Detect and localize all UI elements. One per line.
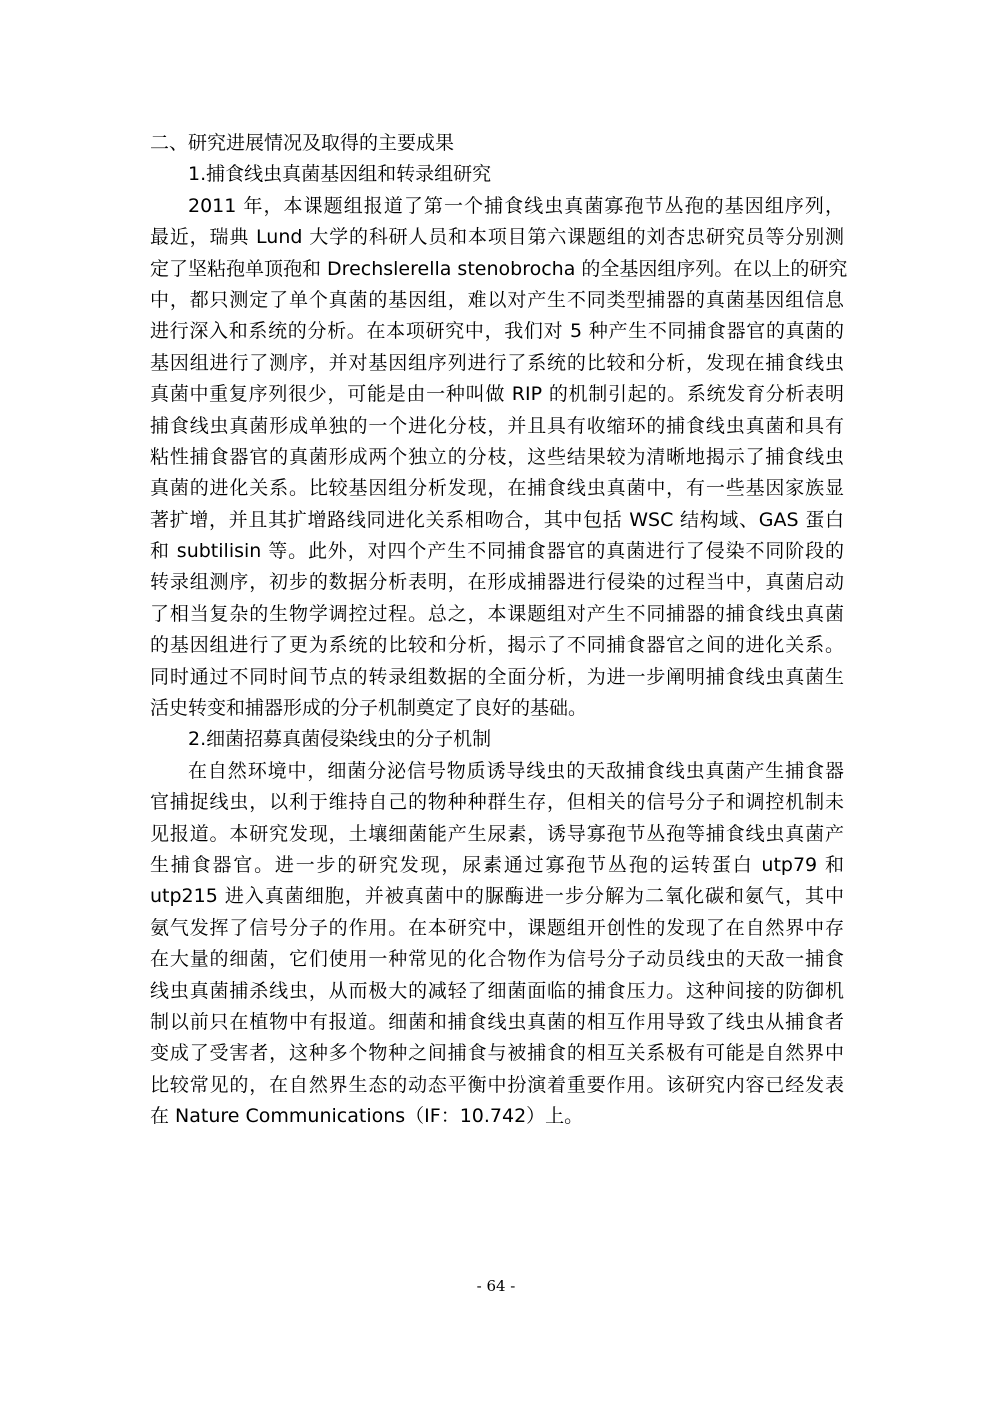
page-number: - 64 - xyxy=(476,1277,516,1295)
paragraph-line: 比较常见的，在自然界生态的动态平衡中扮演着重要作用。该研究内容已经发表 xyxy=(150,1073,844,1096)
document-body xyxy=(150,128,848,1133)
paragraph-line: 同时通过不同时间节点的转录组数据的全面分析，为进一步阐明捕食线虫真菌生 xyxy=(150,665,844,688)
subsection-heading-1: 1.捕食线虫真菌基因组和转录组研究 xyxy=(188,163,492,186)
paragraph-line: 基因组进行了测序，并对基因组序列进行了系统的比较和分析，发现在捕食线虫 xyxy=(150,351,844,374)
paragraph-line: 粘性捕食器官的真菌形成两个独立的分枝，这些结果较为清晰地揭示了捕食线虫 xyxy=(150,445,844,468)
paragraph-line: 生捕食器官。进一步的研究发现，尿素通过寡孢节丛孢的运转蛋白 utp79 和 xyxy=(150,853,844,876)
paragraph-line: 转录组测序，初步的数据分析表明，在形成捕器进行侵染的过程当中，真菌启动 xyxy=(150,571,844,594)
paragraph-line: 的基因组进行了更为系统的比较和分析，揭示了不同捕食器官之间的进化关系。 xyxy=(150,634,844,657)
subsection-heading-2: 2.细菌招募真菌侵染线虫的分子机制 xyxy=(188,728,492,751)
paragraph-line: 和 subtilisin 等。此外，对四个产生不同捕食器官的真菌进行了侵染不同阶段的 xyxy=(150,540,844,563)
paragraph-line: 在自然环境中，细菌分泌信号物质诱导线虫的天敌捕食线虫真菌产生捕食器 xyxy=(188,759,844,782)
paragraph-line: 制以前只在植物中有报道。细菌和捕食线虫真菌的相互作用导致了线虫从捕食者 xyxy=(150,1010,844,1033)
paragraph-line: 定了坚粘孢单顶孢和 Drechslerella stenobrocha 的全基因组序列。在以上的研究 xyxy=(150,257,848,280)
paragraph-line: 活史转变和捕器形成的分子机制奠定了良好的基础。 xyxy=(150,697,588,720)
paragraph-line: 真菌的进化关系。比较基因组分析发现，在捕食线虫真菌中，有一些基因家族显 xyxy=(150,477,844,500)
paragraph-line: 氨气发挥了信号分子的作用。在本研究中，课题组开创性的发现了在自然界中存 xyxy=(150,916,844,939)
paragraph-line: 著扩增，并且其扩增路线同进化关系相吻合，其中包括 WSC 结构域、GAS 蛋白 xyxy=(150,508,844,531)
paragraph-line: 官捕捉线虫，以利于维持自己的物种种群生存，但相关的信号分子和调控机制未 xyxy=(150,791,844,814)
paragraph-line: 线虫真菌捕杀线虫，从而极大的减轻了细菌面临的捕食压力。这种间接的防御机 xyxy=(150,979,844,1002)
paragraph-line: 变成了受害者，这种多个物种之间捕食与被捕食的相互关系极有可能是自然界中 xyxy=(150,1042,844,1065)
paragraph-line: 捕食线虫真菌形成单独的一个进化分枝，并且具有收缩环的捕食线虫真菌和具有 xyxy=(150,414,844,437)
paragraph-line: 见报道。本研究发现，土壤细菌能产生尿素，诱导寡孢节丛孢等捕食线虫真菌产 xyxy=(150,822,844,845)
paragraph-line: 进行深入和系统的分析。在本项研究中，我们对 5 种产生不同捕食器官的真菌的 xyxy=(150,320,844,343)
paragraph-line: 真菌中重复序列很少，可能是由一种叫做 RIP 的机制引起的。系统发育分析表明 xyxy=(150,383,844,406)
paragraph-line: 在 Nature Communications（IF：10.742）上。 xyxy=(150,1105,584,1128)
paragraph-line: 在大量的细菌，它们使用一种常见的化合物作为信号分子动员线虫的天敌一捕食 xyxy=(150,948,844,971)
paragraph-genome xyxy=(150,191,848,725)
section-title: 二、研究进展情况及取得的主要成果 xyxy=(150,132,455,154)
paragraph-line: 最近，瑞典 Lund 大学的科研人员和本项目第六课题组的刘杏忠研究员等分别测 xyxy=(150,226,844,249)
paragraph-line: 了相当复杂的生物学调控过程。总之，本课题组对产生不同捕器的捕食线虫真菌 xyxy=(150,602,844,625)
paragraph-bacteria xyxy=(150,756,844,1133)
paragraph-line: 2011 年，本课题组报道了第一个捕食线虫真菌寡孢节丛孢的基因组序列， xyxy=(188,194,844,217)
paragraph-line: utp215 进入真菌细胞，并被真菌中的脲酶进一步分解为二氧化碳和氨气，其中 xyxy=(150,885,844,908)
paragraph-line: 中，都只测定了单个真菌的基因组，难以对产生不同类型捕器的真菌基因组信息 xyxy=(150,288,844,311)
